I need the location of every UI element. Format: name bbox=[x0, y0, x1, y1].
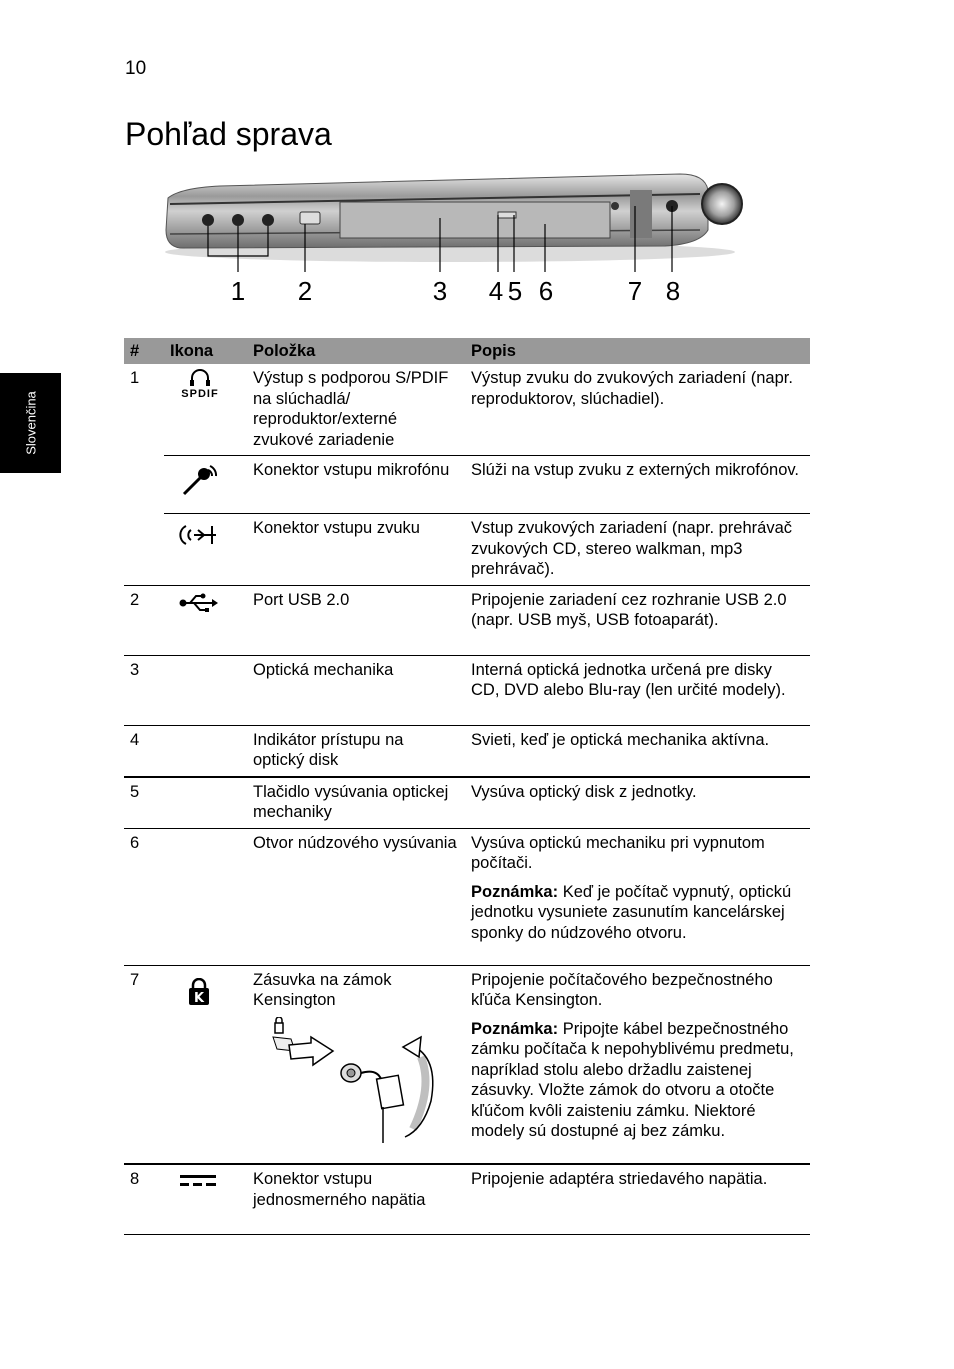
row-description: Vstup zvukových zariadení (napr. prehrávač zvukových CD, stereo walkman, mp3 prehrávač). bbox=[465, 514, 810, 586]
table-row bbox=[124, 655, 810, 725]
row-description: Interná optická jednotka určená pre disky CD, DVD alebo Blu-ray (len určité modely). bbox=[465, 655, 810, 725]
microphone-icon bbox=[180, 464, 241, 498]
row-item: Konektor vstupu zvuku bbox=[247, 514, 465, 586]
ports-table bbox=[124, 338, 810, 1235]
callout-1: 1 bbox=[230, 276, 246, 306]
row-number: 8 bbox=[124, 1164, 164, 1234]
dc-in-icon bbox=[180, 1173, 241, 1189]
table-row bbox=[124, 777, 810, 829]
row-description: Pripojenie počítačového bezpečnostného kľúča Kensington. bbox=[471, 970, 773, 1009]
line-in-icon bbox=[178, 522, 241, 548]
headphone-spdif-icon bbox=[178, 368, 222, 400]
row-item: Tlačidlo vysúvania optickej mechaniky bbox=[247, 777, 465, 829]
row-icon-cell bbox=[164, 585, 247, 655]
row-number: 3 bbox=[124, 655, 164, 725]
callout-4: 4 bbox=[488, 276, 504, 306]
usb-icon bbox=[178, 592, 241, 614]
row-number: 5 bbox=[124, 777, 164, 829]
table-row bbox=[124, 828, 810, 965]
callout-7: 7 bbox=[627, 276, 643, 306]
page-title: Pohľad sprava bbox=[125, 116, 332, 152]
header-item: Položka bbox=[247, 338, 465, 364]
row-number bbox=[124, 456, 164, 514]
row-icon-cell bbox=[164, 725, 247, 777]
table-row bbox=[124, 1164, 810, 1234]
table-row bbox=[124, 725, 810, 777]
side-tab-label: Slovenčina bbox=[23, 391, 39, 455]
row-number: 4 bbox=[124, 725, 164, 777]
header-icon: Ikona bbox=[164, 338, 247, 364]
table-row bbox=[124, 585, 810, 655]
row-icon-cell bbox=[164, 828, 247, 965]
row-number: 2 bbox=[124, 585, 164, 655]
row-description: Svieti, keď je optická mechanika aktívna. bbox=[465, 725, 810, 777]
note bbox=[471, 1019, 804, 1142]
callout-5: 5 bbox=[507, 276, 523, 306]
row-description: Vysúva optickú mechaniku pri vypnutom počítači. bbox=[471, 833, 765, 872]
row-description: Vysúva optický disk z jednotky. bbox=[465, 777, 810, 829]
table-row bbox=[124, 364, 810, 456]
row-description-cell bbox=[465, 965, 810, 1164]
row-number bbox=[124, 514, 164, 586]
row-item: Zásuvka na zámok Kensington bbox=[253, 970, 392, 1009]
row-number: 7 bbox=[124, 965, 164, 1164]
row-item: Indikátor prístupu na optický disk bbox=[247, 725, 465, 777]
row-item: Konektor vstupu jednosmerného napätia bbox=[247, 1164, 465, 1234]
row-icon-cell bbox=[164, 655, 247, 725]
note-text: Pripojte kábel bezpečnostného zámku počítača k nepohyblivému predmetu, napríklad stolu alebo držadlu zaistenej zásuvky. Vložte zámok do otvoru a otočte kľúčom kvôli zaisteniu zámku. Niektoré modely sú dostupné aj bez zámku. bbox=[471, 1019, 794, 1140]
row-icon-cell bbox=[164, 364, 247, 456]
row-icon-cell bbox=[164, 965, 247, 1164]
row-number: 6 bbox=[124, 828, 164, 965]
callout-6: 6 bbox=[538, 276, 554, 306]
side-tab bbox=[0, 373, 61, 473]
row-description: Pripojenie adaptéra striedavého napätia. bbox=[465, 1164, 810, 1234]
row-item: Otvor núdzového vysúvania bbox=[247, 828, 465, 965]
table-row bbox=[124, 514, 810, 586]
svg-text:K: K bbox=[193, 990, 205, 1006]
row-item: Konektor vstupu mikrofónu bbox=[247, 456, 465, 514]
spdif-label: SPDIF bbox=[181, 388, 219, 400]
row-description: Pripojenie zariadení cez rozhranie USB 2.0 (napr. USB myš, USB fotoaparát). bbox=[465, 585, 810, 655]
row-description: Výstup zvuku do zvukových zariadení (napr. reproduktorov, slúchadiel). bbox=[465, 364, 810, 456]
table-row bbox=[124, 456, 810, 514]
kensington-lock-icon bbox=[188, 978, 241, 1006]
row-icon-cell bbox=[164, 1164, 247, 1234]
callout-8: 8 bbox=[665, 276, 681, 306]
note-label: Poznámka: bbox=[471, 882, 559, 901]
kensington-lock-illustration bbox=[271, 1017, 459, 1151]
row-item-cell bbox=[247, 965, 465, 1164]
row-description-cell bbox=[465, 828, 810, 965]
table-header-row bbox=[124, 338, 810, 364]
header-description: Popis bbox=[465, 338, 810, 364]
callout-2: 2 bbox=[297, 276, 313, 306]
note-text: Keď je počítač vypnutý, optickú jednotku vysuniete zasunutím kancelárskej sponky do núdzového otvoru. bbox=[471, 882, 792, 942]
note-label: Poznámka: bbox=[471, 1019, 559, 1038]
row-item: Výstup s podporou S/PDIF na slúchadlá/ reproduktor/externé zvukové zariadenie bbox=[247, 364, 465, 456]
callout-3: 3 bbox=[432, 276, 448, 306]
row-description: Slúži na vstup zvuku z externých mikrofónov. bbox=[465, 456, 810, 514]
row-icon-cell bbox=[164, 514, 247, 586]
row-number: 1 bbox=[130, 369, 140, 387]
header-number: # bbox=[124, 338, 164, 364]
row-item: Port USB 2.0 bbox=[247, 585, 465, 655]
page-number: 10 bbox=[125, 58, 147, 79]
table-row bbox=[124, 965, 810, 1164]
row-icon-cell bbox=[164, 777, 247, 829]
row-icon-cell bbox=[164, 456, 247, 514]
row-item: Optická mechanika bbox=[247, 655, 465, 725]
note bbox=[471, 882, 804, 944]
